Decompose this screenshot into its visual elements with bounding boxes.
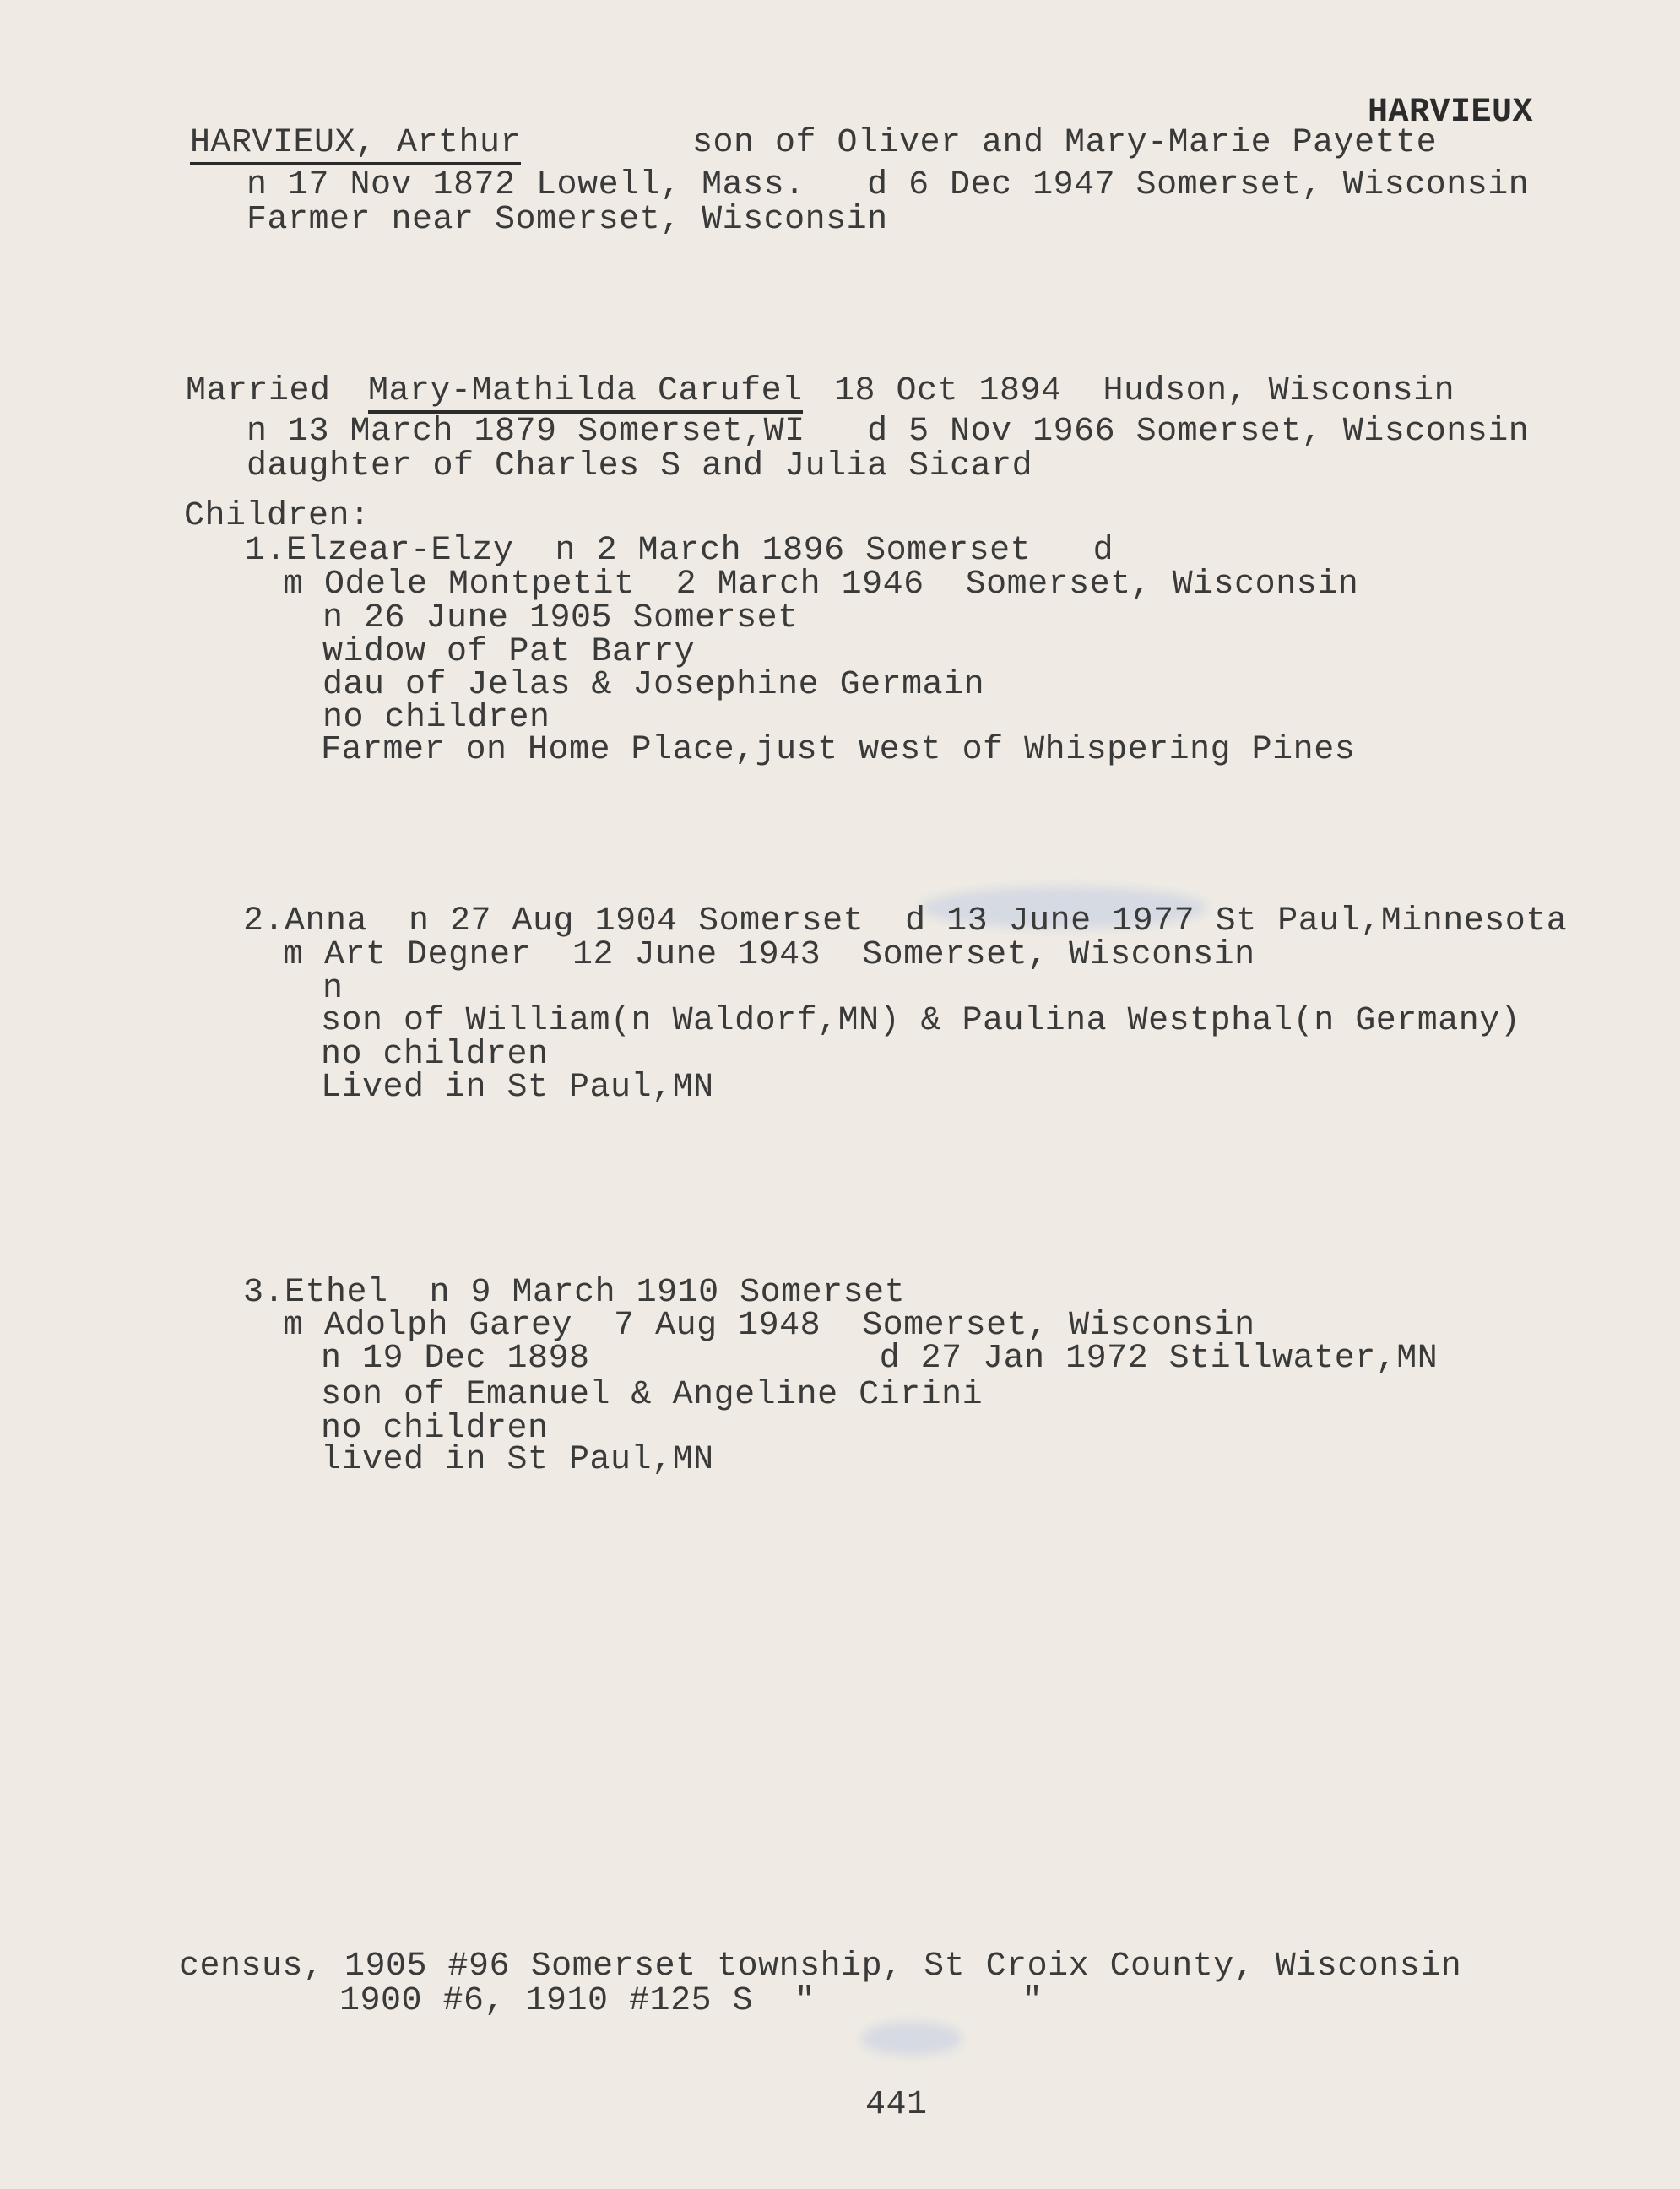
subject-name: HARVIEUX, Arthur — [190, 127, 521, 165]
child2-line5: no children — [321, 1036, 549, 1074]
child2-line2: m Art Degner 12 June 1943 Somerset, Wisconsin — [283, 936, 1255, 974]
child3-line2: m Adolph Garey 7 Aug 1948 Somerset, Wisconsin — [283, 1307, 1255, 1345]
child1-line6: no children — [322, 699, 550, 737]
spouse-birth-death: n 13 March 1879 Somerset,WI d 5 Nov 1966 Somerset, Wisconsin — [247, 413, 1530, 451]
subject-parents: son of Oliver and Mary-Marie Payette — [692, 124, 1438, 162]
census-line1: census, 1905 #96 Somerset township, St Croix County, Wisconsin — [179, 1948, 1462, 1986]
child2-line4: son of William(n Waldorf,MN) & Paulina Westphal(n Germany) — [321, 1002, 1521, 1040]
children-label: Children: — [184, 497, 371, 535]
child3-line4: son of Emanuel & Angeline Cirini — [321, 1376, 984, 1414]
subject-occupation: Farmer near Somerset, Wisconsin — [247, 201, 888, 239]
child3-line1: 3.Ethel n 9 March 1910 Somerset — [243, 1274, 906, 1312]
child1-line4: widow of Pat Barry — [322, 633, 696, 671]
child2-line6: Lived in St Paul,MN — [321, 1069, 714, 1107]
surname-header: HARVIEUX — [1368, 94, 1534, 132]
child1-line2: m Odele Montpetit 2 March 1946 Somerset, Wisconsin — [283, 566, 1359, 604]
subject-birth-death: n 17 Nov 1872 Lowell, Mass. d 6 Dec 1947 Somerset, Wisconsin — [247, 166, 1530, 204]
child3-line6: lived in St Paul,MN — [321, 1441, 714, 1479]
spouse-parents: daughter of Charles S and Julia Sicard — [247, 447, 1033, 485]
child2-line3: n — [322, 970, 344, 1008]
census-line2: 1900 #6, 1910 #125 S " " — [339, 1982, 1043, 2020]
child3-line3: n 19 Dec 1898 d 27 Jan 1972 Stillwater,MN — [321, 1340, 1439, 1378]
child1-line5: dau of Jelas & Josephine Germain — [322, 666, 985, 704]
marriage-prefix: Married — [186, 372, 331, 410]
child1-line1: 1.Elzear-Elzy n 2 March 1896 Somerset d — [245, 532, 1114, 570]
child1-line7: Farmer on Home Place,just west of Whispering Pines — [321, 731, 1356, 769]
page-number: 441 — [865, 2086, 928, 2124]
spouse-name: Mary-Mathilda Carufel — [368, 375, 803, 414]
ink-smudge — [861, 2022, 962, 2056]
child3-line5: no children — [321, 1410, 549, 1448]
child2-line1: 2.Anna n 27 Aug 1904 Somerset d 13 June 1977 St Paul,Minnesota — [243, 902, 1568, 940]
marriage-date-place: 18 Oct 1894 Hudson, Wisconsin — [834, 372, 1455, 410]
child1-line3: n 26 June 1905 Somerset — [322, 599, 799, 637]
